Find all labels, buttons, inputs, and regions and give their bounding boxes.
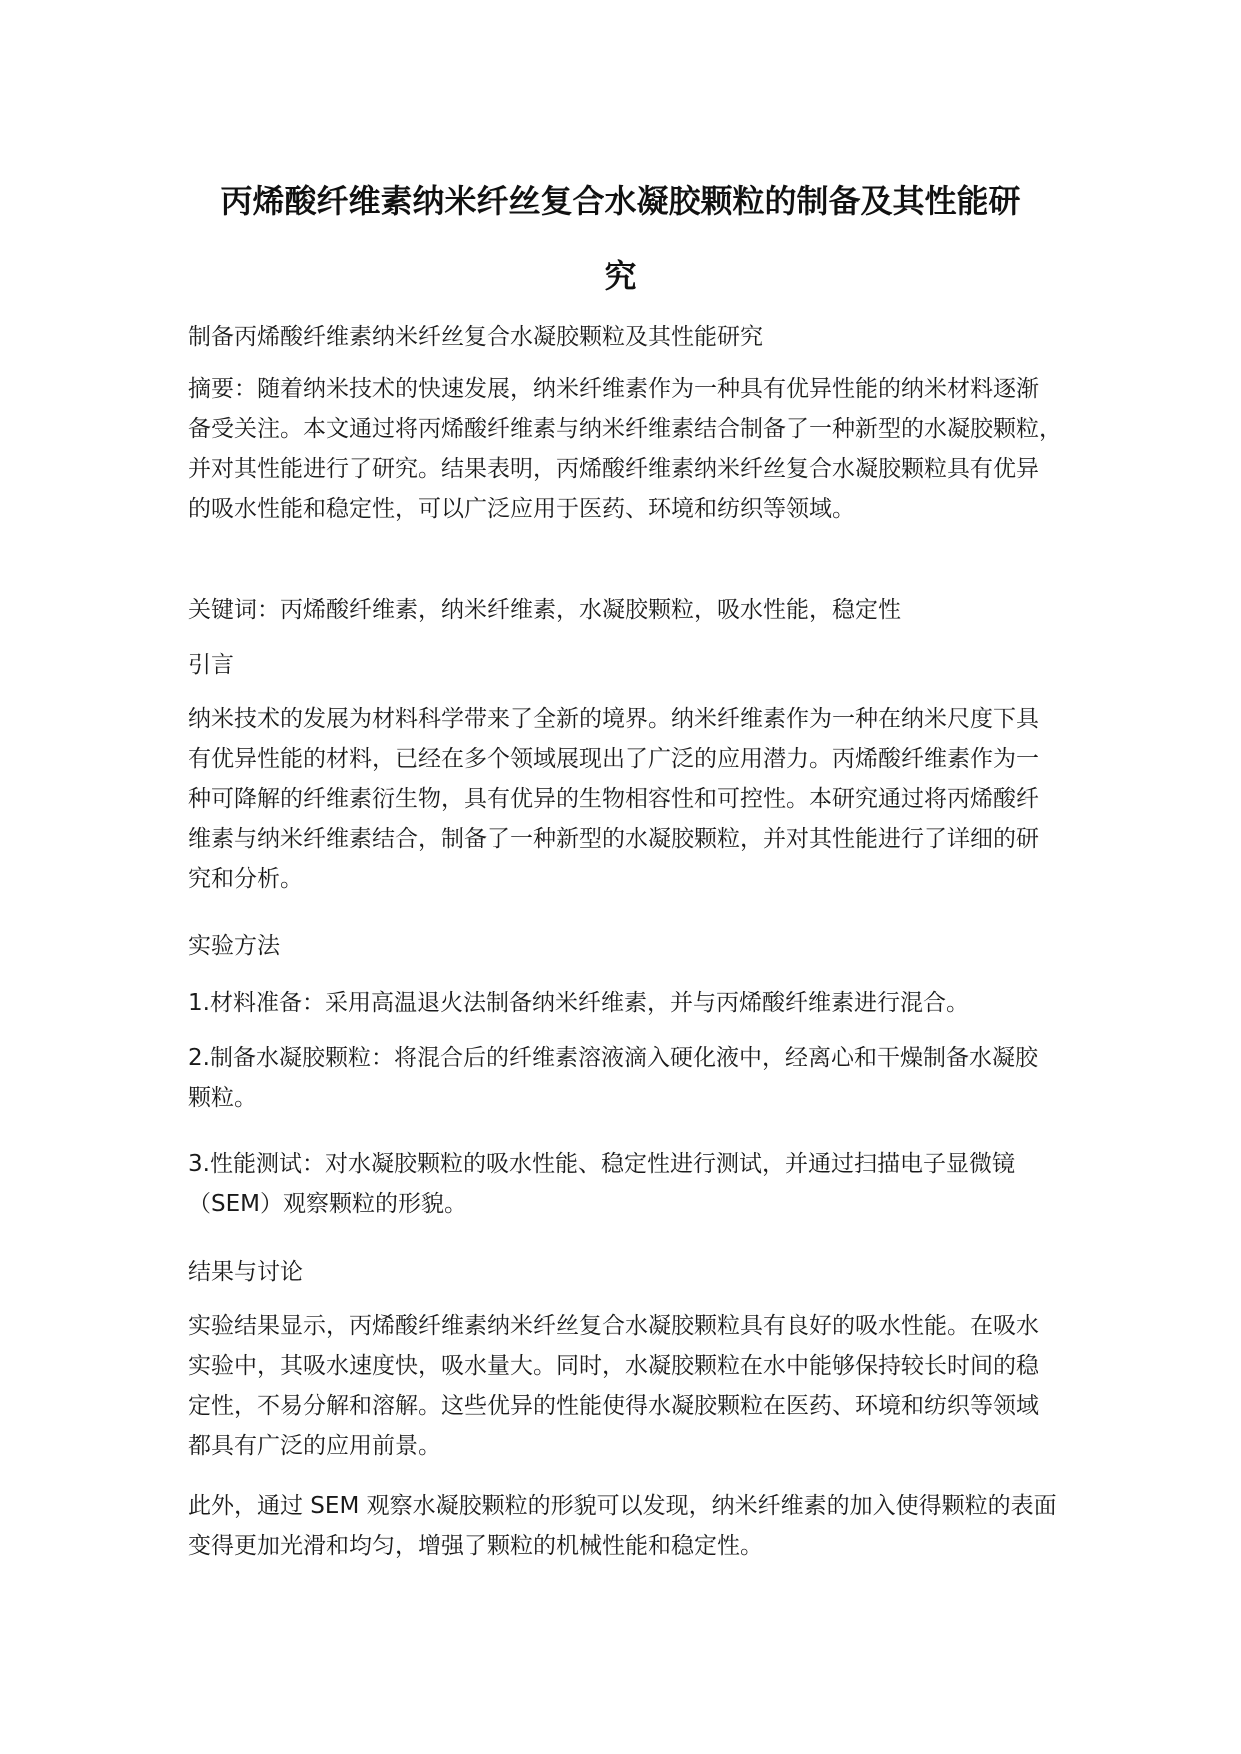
results-heading: 结果与讨论 bbox=[188, 1259, 303, 1285]
method-item-3 bbox=[188, 1144, 1068, 1224]
sem-line: 此外，通过 SEM 观察水凝胶颗粒的形貌可以发现，纳米纤维素的加入使得颗粒的表面 bbox=[188, 1493, 1057, 1519]
sem-line: 变得更加光滑和均匀，增强了颗粒的机械性能和稳定性。 bbox=[188, 1533, 763, 1559]
document-title-line-1: 丙烯酸纤维素纳米纤丝复合水凝胶颗粒的制备及其性能研 bbox=[220, 182, 1021, 220]
keywords: 关键词：丙烯酸纤维素，纳米纤维素，水凝胶颗粒，吸水性能，稳定性 bbox=[188, 597, 901, 623]
subtitle: 制备丙烯酸纤维素纳米纤丝复合水凝胶颗粒及其性能研究 bbox=[188, 324, 763, 350]
method-line: 3.性能测试：对水凝胶颗粒的吸水性能、稳定性进行测试，并通过扫描电子显微镜 bbox=[188, 1151, 1015, 1177]
intro-heading: 引言 bbox=[188, 652, 234, 678]
results-line: 实验中，其吸水速度快，吸水量大。同时，水凝胶颗粒在水中能够保持较长时间的稳 bbox=[188, 1353, 1039, 1379]
results-line: 实验结果显示，丙烯酸纤维素纳米纤丝复合水凝胶颗粒具有良好的吸水性能。在吸水 bbox=[188, 1313, 1039, 1339]
abstract-line: 备受关注。本文通过将丙烯酸纤维素与纳米纤维素结合制备了一种新型的水凝胶颗粒， bbox=[188, 416, 1062, 442]
methods-heading: 实验方法 bbox=[188, 933, 280, 959]
sem-paragraph bbox=[188, 1486, 1068, 1566]
method-line: （SEM）观察颗粒的形貌。 bbox=[188, 1191, 467, 1217]
results-paragraph bbox=[188, 1306, 1068, 1466]
method-line: 2.制备水凝胶颗粒：将混合后的纤维素溶液滴入硬化液中，经离心和干燥制备水凝胶 bbox=[188, 1045, 1038, 1071]
intro-line: 纳米技术的发展为材料科学带来了全新的境界。纳米纤维素作为一种在纳米尺度下具 bbox=[188, 706, 1039, 732]
abstract-line: 并对其性能进行了研究。结果表明，丙烯酸纤维素纳米纤丝复合水凝胶颗粒具有优异 bbox=[188, 456, 1039, 482]
method-item-2 bbox=[188, 1038, 1068, 1118]
results-line: 都具有广泛的应用前景。 bbox=[188, 1433, 441, 1459]
intro-line: 维素与纳米纤维素结合，制备了一种新型的水凝胶颗粒，并对其性能进行了详细的研 bbox=[188, 826, 1039, 852]
method-line: 颗粒。 bbox=[188, 1085, 257, 1111]
intro-line: 究和分析。 bbox=[188, 866, 303, 892]
method-item-1 bbox=[188, 983, 1068, 1023]
document-title-line-2: 究 bbox=[604, 257, 637, 295]
abstract-paragraph bbox=[188, 369, 1068, 529]
abstract-line: 摘要：随着纳米技术的快速发展，纳米纤维素作为一种具有优异性能的纳米材料逐渐 bbox=[188, 376, 1039, 402]
intro-line: 种可降解的纤维素衍生物，具有优异的生物相容性和可控性。本研究通过将丙烯酸纤 bbox=[188, 786, 1039, 812]
method-line: 1.材料准备：采用高温退火法制备纳米纤维素，并与丙烯酸纤维素进行混合。 bbox=[188, 990, 969, 1016]
abstract-line: 的吸水性能和稳定性，可以广泛应用于医药、环境和纺织等领域。 bbox=[188, 496, 855, 522]
intro-line: 有优异性能的材料，已经在多个领域展现出了广泛的应用潜力。丙烯酸纤维素作为一 bbox=[188, 746, 1039, 772]
results-line: 定性，不易分解和溶解。这些优异的性能使得水凝胶颗粒在医药、环境和纺织等领域 bbox=[188, 1393, 1039, 1419]
intro-paragraph bbox=[188, 699, 1068, 899]
